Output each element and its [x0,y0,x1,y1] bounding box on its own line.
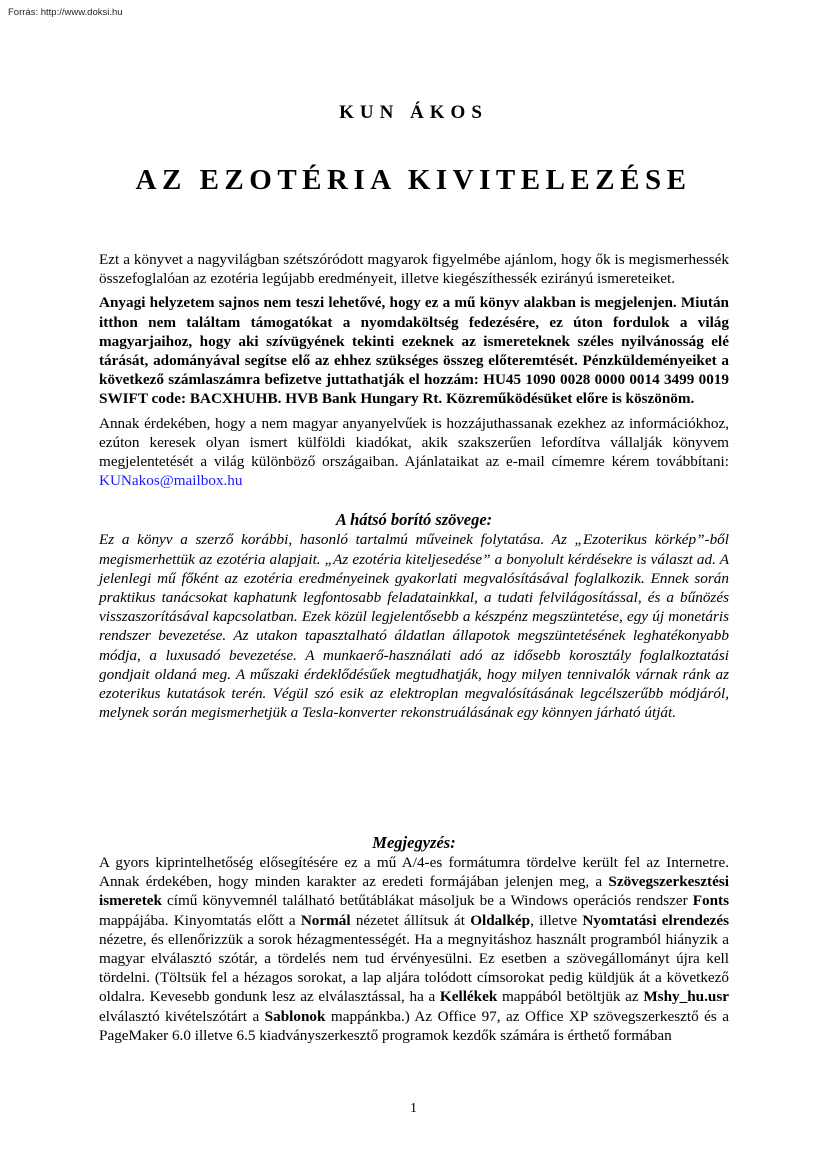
page-number: 1 [410,1101,417,1116]
note-text-part: elválasztó kivételszótárt a [99,1007,265,1025]
source-url: Forrás: http://www.doksi.hu [8,7,123,18]
back-cover-text: Ez a könyv a szerző korábbi, hasonló tartalmú műveinek folytatása. Az „Ezoterikus körkép”-ből megismerhettük az ezotéria alapjait. „Az ezotéria kiteljesedése” a bonyolult kérdésekre is választ ad. A jelenlegi mű főként az ezotéria eredményeinek gyakorlati megvalósításával foglalkozik. Ennek során praktikus tanácsokat kaphatunk legfontosabb feladatainkkal, a tudati felvilágosítással, és a bűnözés visszaszorításával kapcsolatban. Ezek közül legjelentősebb a készpénz megszüntetése, egy új monetáris rendszer bevezetése. Az utakon tapasztalható áldatlan állapotok megszüntetésének leghatékonyabb módja, a luxusadó bevezetése. A munkaerő-használati adó az idősebb korosztály foglalkoztatási gondjait oldaná meg. A műszaki érdeklődésűek megtudhatják, hogy milyen tennivalók várnak ránk az ezoterikus kutatások terén. Végül szó esik az elektroplan megvalósításának legcélszerűbb módjáról, melynek során megismerhetjük a Tesla-konverter rekonstruálásának egy könnyen járható útját. [99,531,729,722]
book-title: AZ EZOTÉRIA KIVITELEZÉSE [135,164,692,196]
note-text-part: mappánkba.) Az Office 97, az Office XP szövegszerkesztő és a PageMaker 6.0 illetve 6.5 kiadványszerkesztő programok kezdők számára is érthető formában [99,1007,729,1044]
note-text-part: A gyors kiprintelhetőség elősegítésére ez a mű A/4-es formátumra tördelve került fel az Internetre. Annak érdekében, hogy minden karakter az eredeti formájában jelenjen meg, a [99,854,729,891]
note-text-part: című könyvemnél található betűtáblákat másoljuk be a Windows operációs rendszer [161,892,693,910]
note-text-part: nézetet állítsuk át [350,911,471,929]
note-bold-term: Szövegszerkesztési ismeretek [99,873,729,910]
note-bold-term: Mshy_hu.usr [643,988,729,1006]
translation-request-text: Annak érdekében, hogy a nem magyar anyanyelvűek is hozzájuthassanak ezekhez az információkhoz, ezúton keresek olyan ismert külföldi kiadókat, akik szakszerűen lefordítva vállalják könyvem megjelentetését a világ különböző országaiban. Ajánlataikat az e-mail címemre kérem továbbítani: [99,414,729,471]
intro-paragraph: Ezt a könyvet a nagyvilágban szétszóródott magyarok figyelmébe ajánlom, hogy ők is megismerhessék összefoglalóan az ezotéria legújabb eredményeit, illetve kiegészíthessék ezirányú ismereteiket. [99,251,729,288]
note-text-part: nézetre, és ellenőrizzük a sorok hézagmentességét. Ha a megnyitáshoz használt programból hiányzik a magyar elválasztó szótár, a tördelés nem tud érvényesülni. Ez esetben a szövegállományt újra kell tördelni. (Töltsük fel a hézagos sorokat, a lap aljára tolódott címsorokat pedig küldjük át a következő oldalra. Kevesebb gondunk lesz az elválasztással, ha a [99,930,729,1006]
note-text-part: mappájába. Kinyomtatás előtt a [99,911,301,929]
note-bold-term: Nyomtatási elrendezés [582,911,729,929]
note-bold-term: Normál [300,911,351,929]
note-bold-term: Fonts [692,892,729,910]
note-text [99,853,729,1045]
note-heading: Megjegyzés: [372,833,456,852]
front-matter [99,250,729,722]
note-bold-term: Sablonok [264,1007,326,1025]
donation-appeal: Anyagi helyzetem sajnos nem teszi lehetővé, hogy ez a mű könyv alakban is megjelenjen. Miután itthon nem találtam támogatókat a nyomdaköltség fedezésére, ez úton fordulok a világ magyarjaihoz, hogy aki szívügyének tekinti ezeknek az ismereteknek széles nyilvánosság elé tárását, adományával segítse elő az ehhez szükséges összeg előteremtését. Pénzküldeményeiket a következő számlaszámra befizetve juttathatják el hozzám: HU45 1090 0028 0000 0014 3499 0019 SWIFT code: BACXHUHB. HVB Bank Hungary Rt. Közreműködésüket előre is köszönöm. [99,294,729,408]
email-link[interactable]: KUNakos@mailbox.hu [99,472,243,490]
author-name: KUN ÁKOS [339,102,488,123]
note-bold-term: Oldalkép [470,911,531,929]
back-cover-heading: A hátsó borító szövege: [335,510,493,530]
translation-request [99,414,729,491]
note-bold-term: Kellékek [439,988,498,1006]
note-text-part: mappából betöltjük az [497,988,644,1006]
note-text-part: , illetve [530,911,583,929]
note-section [99,832,729,1045]
